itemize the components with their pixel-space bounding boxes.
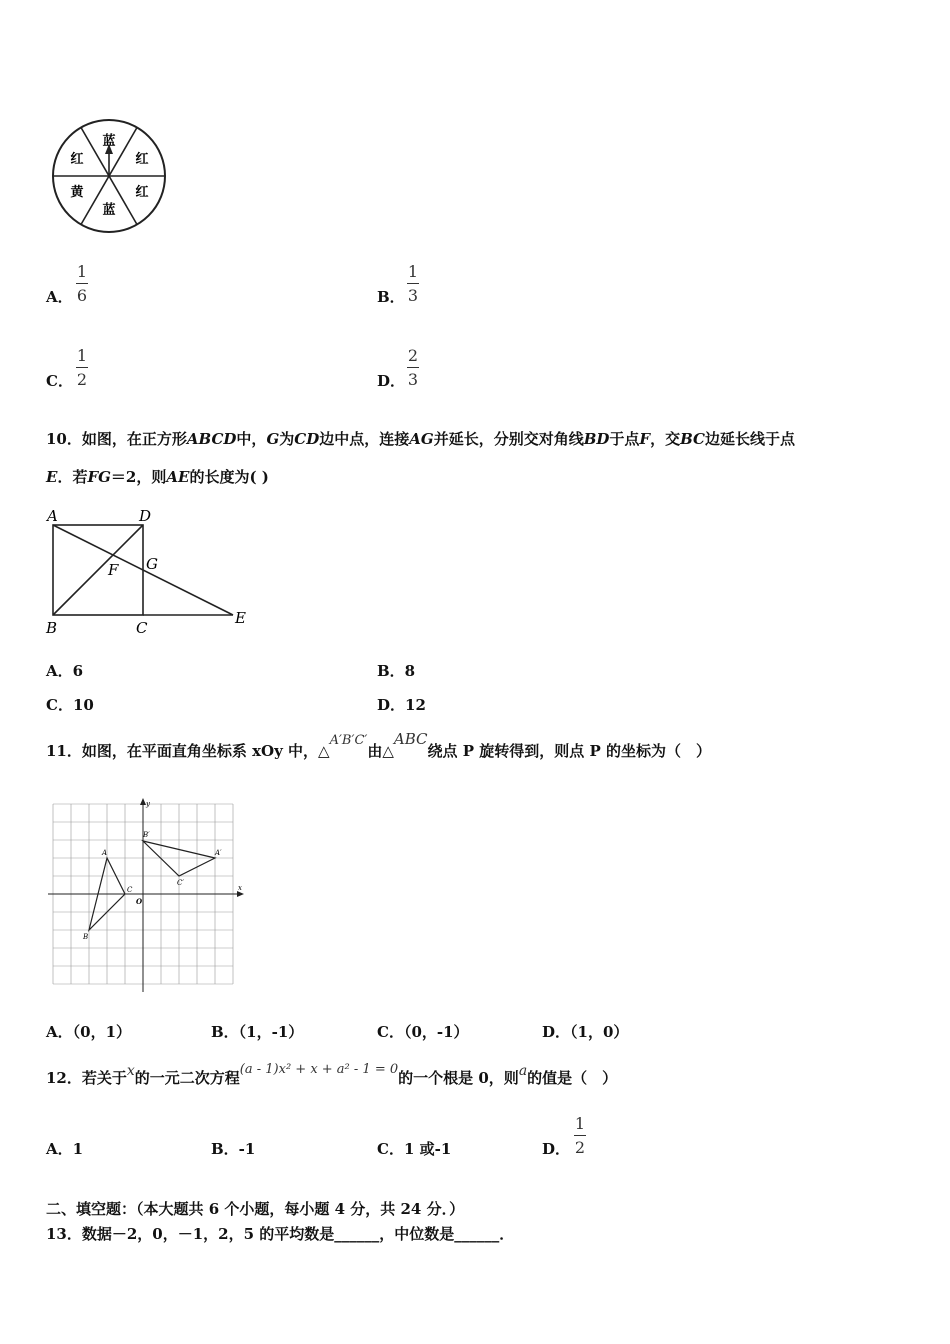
option-letter: D． xyxy=(542,1140,571,1158)
q12-option-d[interactable] xyxy=(542,1138,570,1159)
q12-option-b[interactable]: B．-1 xyxy=(211,1140,256,1158)
label-c: C xyxy=(136,619,148,637)
q12-option-c[interactable]: C．1 或-1 xyxy=(377,1140,452,1158)
option-letter: A． xyxy=(46,288,73,306)
q10-option-d[interactable]: D．12 xyxy=(377,696,426,714)
q10-stem-line2: E．若FG＝2，则AE的长度为( ) xyxy=(46,468,269,486)
option-letter: D． xyxy=(377,372,406,390)
vertex-a: A xyxy=(102,849,108,857)
section-heading: 二、填空题：（本大题共 6 个小题，每小题 4 分，共 24 分．） xyxy=(46,1200,465,1218)
sector-label: 红 xyxy=(135,152,149,167)
q9-option-a[interactable] xyxy=(46,286,73,307)
q9-option-d-fraction: 2 3 xyxy=(407,346,419,389)
vertex-c-prime: C′ xyxy=(177,879,184,887)
sector-label: 红 xyxy=(70,152,84,167)
vertex-b-prime: B′ xyxy=(143,831,150,839)
label-g: G xyxy=(146,555,158,573)
square-figure xyxy=(44,505,254,640)
vertex-a-prime: A′ xyxy=(215,849,222,857)
q12-stem: 12．若关于x的一元二次方程(a - 1)x² + x + a² - 1 = 0的一个根是 0，则a的值是（ ） xyxy=(46,1062,618,1087)
q11-option-b[interactable]: B．（1，-1） xyxy=(211,1023,304,1041)
q13-stem: 13．数据－2，0，－1，2，5 的平均数是______，中位数是______． xyxy=(46,1225,515,1243)
q9-option-c-fraction: 1 2 xyxy=(76,346,88,389)
q11-stem: 11．如图，在平面直角坐标系 xOy 中，△A′B′C′由△ABC绕点 P 旋转得到，则点 P 的坐标为（ ） xyxy=(46,730,711,760)
sector-label: 红 xyxy=(135,185,149,200)
sector-label: 蓝 xyxy=(102,203,116,218)
coordinate-grid-figure xyxy=(48,796,248,992)
label-a: A xyxy=(47,507,58,525)
q9-option-c[interactable] xyxy=(46,370,73,391)
q10-stem-line1: 10．如图，在正方形ABCD中，G为CD边中点，连接AG并延长，分别交对角线BD于点F，交BC边延长线于点 xyxy=(46,430,795,448)
q11-option-c[interactable]: C．（0，-1） xyxy=(377,1023,469,1041)
q11-option-a[interactable]: A．（0，1） xyxy=(46,1023,132,1041)
q12-option-a[interactable]: A．1 xyxy=(46,1140,84,1158)
q10-option-a[interactable]: A．6 xyxy=(46,662,84,680)
q11-option-d[interactable]: D．（1，0） xyxy=(542,1023,629,1041)
label-f: F xyxy=(108,561,119,579)
axis-x-label: x xyxy=(238,884,242,892)
label-e: E xyxy=(235,609,246,627)
sector-label: 黄 xyxy=(70,185,84,200)
option-letter: B． xyxy=(377,288,405,306)
sector-label: 蓝 xyxy=(102,134,116,149)
vertex-b: B xyxy=(83,933,89,941)
vertex-c: C xyxy=(127,886,133,894)
q9-option-a-fraction: 1 6 xyxy=(76,262,88,305)
q12-option-d-fraction: 1 2 xyxy=(574,1114,586,1157)
axis-y-label: y xyxy=(146,800,150,808)
label-b: B xyxy=(46,619,58,637)
q9-option-b-fraction: 1 3 xyxy=(407,262,419,305)
origin-label: O xyxy=(136,897,143,906)
label-d: D xyxy=(139,507,152,525)
spinner-figure xyxy=(50,118,170,236)
q10-option-c[interactable]: C．10 xyxy=(46,696,94,714)
q9-option-d[interactable] xyxy=(377,370,405,391)
q9-option-b[interactable] xyxy=(377,286,405,307)
q10-option-b[interactable]: B．8 xyxy=(377,662,416,680)
option-letter: C． xyxy=(46,372,73,390)
